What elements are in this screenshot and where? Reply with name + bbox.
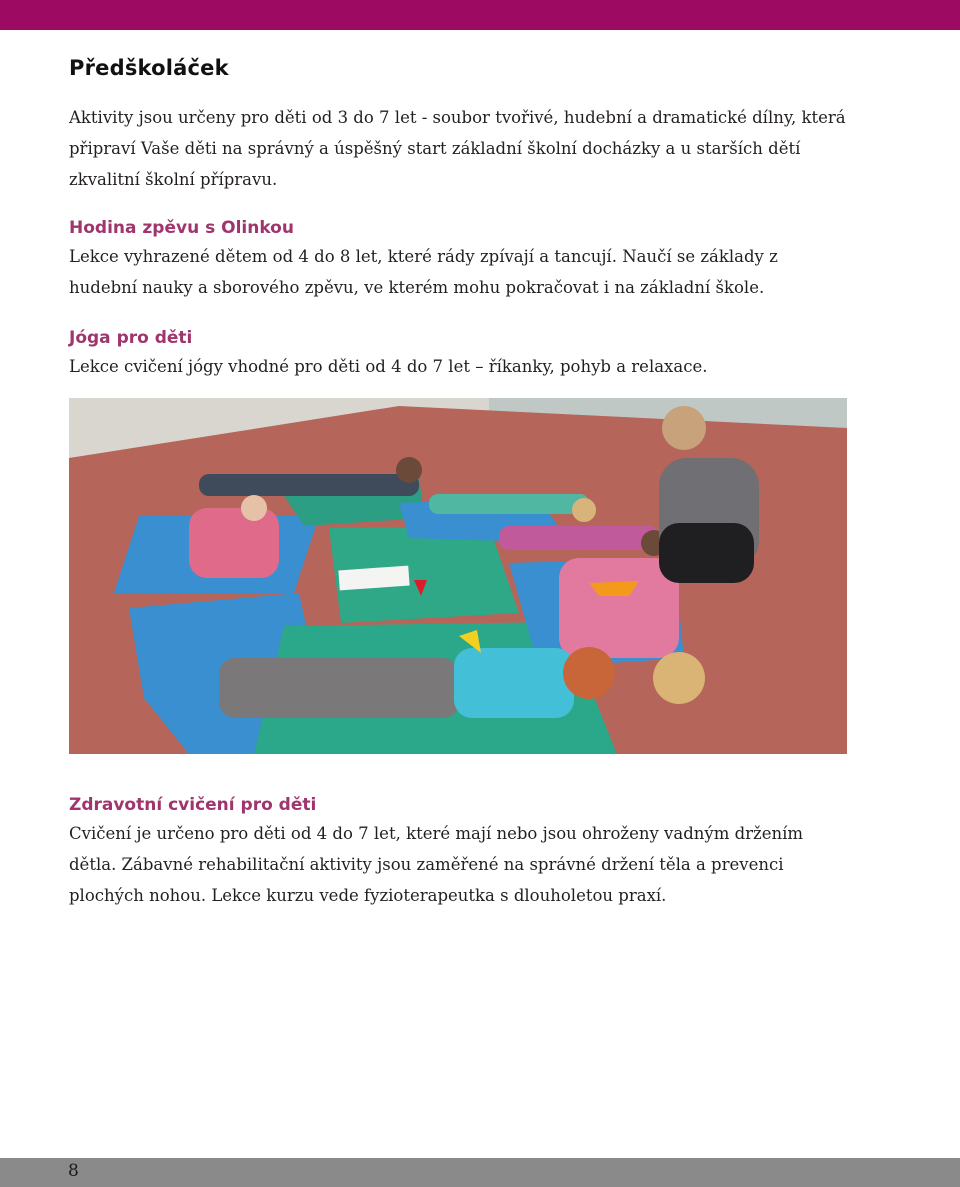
section-text-yoga: Lekce cvičení jógy vhodné pro děti od 4 do 7 let – říkanky, pohyb a relaxace. — [69, 357, 708, 376]
page-number: 8 — [68, 1161, 79, 1181]
bottom-bar — [0, 1158, 960, 1187]
photo-child-head — [396, 457, 422, 483]
section-text-singing: Lekce vyhrazené dětem od 4 do 8 let, které rády zpívají a tancují. Naučí se základy z hudební nauky a sborového zpěvu, ve kterém mohu pokračovat i na základní škole. — [69, 247, 778, 297]
section-text-health: Cvičení je určeno pro děti od 4 do 7 let, které mají nebo jsou ohroženy vadným držením dětla. Zábavné rehabilitační aktivity jsou zaměřené na správné držení těla a prevenci plochých nohou. Lekce kurzu vede fyzioterapeutka s dlouholetou praxí. — [69, 824, 804, 905]
photo-teacher-head — [662, 406, 706, 450]
photo-child-head — [241, 495, 267, 521]
intro-paragraph: Aktivity jsou určeny pro děti od 3 do 7 let - soubor tvořivé, hudební a dramatické dílny, která připraví Vaše děti na správný a úspěšný start základní školní docházky a u starších dětí zkvalitní školní přípravu. — [69, 108, 846, 189]
section-health — [69, 792, 849, 911]
photo-child — [219, 658, 459, 718]
photo-child — [454, 648, 574, 718]
photo-child-head — [563, 647, 615, 699]
top-accent-bar — [0, 0, 960, 30]
page-title: Předškoláček — [69, 56, 229, 80]
section-yoga — [69, 325, 849, 382]
photo-child — [429, 494, 589, 514]
photo-child — [189, 508, 279, 578]
section-heading-singing: Hodina zpěvu s Olinkou — [69, 218, 294, 238]
section-heading-yoga: Jóga pro děti — [69, 328, 193, 348]
page-content — [69, 56, 849, 911]
photo-child — [559, 558, 679, 658]
photo-child — [199, 474, 419, 496]
photo-child — [499, 526, 659, 550]
section-heading-health: Zdravotní cvičení pro děti — [69, 795, 317, 815]
yoga-class-photo — [69, 398, 847, 754]
photo-child-head — [572, 498, 596, 522]
section-singing — [69, 215, 849, 303]
photo-child-head — [653, 652, 705, 704]
photo-teacher — [659, 523, 754, 583]
